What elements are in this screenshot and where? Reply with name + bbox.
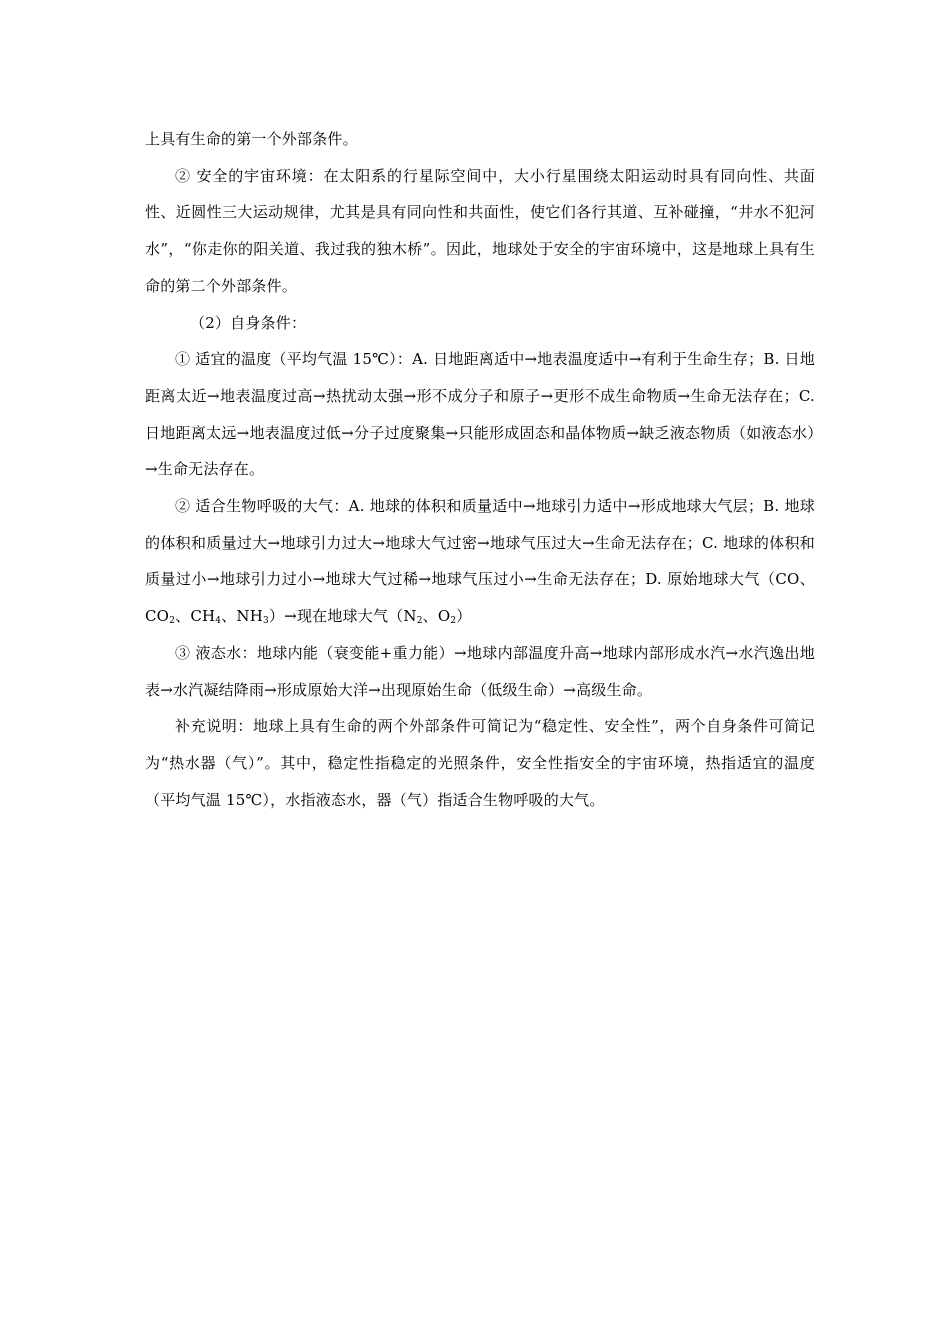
paragraph-p2	[145, 158, 815, 305]
subscript: 4	[215, 616, 222, 627]
subscript: 3	[263, 616, 269, 627]
document-body	[145, 121, 815, 818]
text-segment: 、CH	[175, 607, 216, 626]
paragraph-p6	[145, 635, 815, 708]
text-segment: （2）自身条件：	[190, 313, 307, 332]
text-segment: 、NH	[221, 607, 264, 626]
text-segment: ① 适宜的温度（平均气温 15℃）：A. 日地距离适中→地表温度适中→有利于生命生存；B. 日地距离太近→地表温度过高→热扰动太强→形不成分子和原子→更形不成生命物质→生命无法存在；C. 日地距离太远→地表温度过低→分子过度聚集→只能形成固态和晶体物质→缺乏液态物质（如液态水）→生命无法存在。	[145, 350, 815, 479]
text-segment: ③ 液态水：地球内能（衰变能+重力能）→地球内部温度升高→地球内部形成水汽→水汽逸出地表→水汽凝结降雨→形成原始大洋→出现原始生命（低级生命）→高级生命。	[145, 643, 815, 699]
text-segment: 上具有生命的第一个外部条件。	[145, 130, 358, 148]
text-segment: ② 适合生物呼吸的大气：A. 地球的体积和质量适中→地球引力适中→形成地球大气层；B. 地球的体积和质量过大→地球引力过大→地球大气过密→地球气压过大→生命无法存在；C. 地球的体积和质量过小→地球引力过小→地球大气过稀→地球气压过小→生命无法存在；D. 原始地球大气（CO、CO	[145, 497, 815, 626]
text-segment: 、O	[422, 607, 451, 626]
paragraph-p1	[145, 121, 815, 158]
paragraph-p4	[145, 341, 815, 488]
paragraph-p3	[145, 305, 815, 342]
text-segment: ② 安全的宇宙环境：在太阳系的行星际空间中，大小行星围绕太阳运动时具有同向性、共面性、近圆性三大运动规律，尤其是具有同向性和共面性，使它们各行其道、互补碰撞，“井水不犯河水”，“你走你的阳关道、我过我的独木桥”。因此，地球处于安全的宇宙环境中，这是地球上具有生命的第二个外部条件。	[145, 166, 815, 295]
paragraph-p5	[145, 488, 815, 635]
text-segment: 补充说明：地球上具有生命的两个外部条件可简记为“稳定性、安全性”，两个自身条件可简记为“热水器（气）”。其中，稳定性指稳定的光照条件，安全性指安全的宇宙环境，热指适宜的温度（平均气温 15℃），水指液态水，器（气）指适合生物呼吸的大气。	[145, 717, 815, 809]
subscript: 2	[450, 616, 457, 627]
text-segment: ）→现在地球大气（N	[268, 607, 417, 626]
subscript: 2	[169, 616, 176, 627]
paragraph-p7	[145, 708, 815, 818]
text-segment: ）	[456, 607, 472, 626]
subscript: 2	[416, 616, 423, 627]
